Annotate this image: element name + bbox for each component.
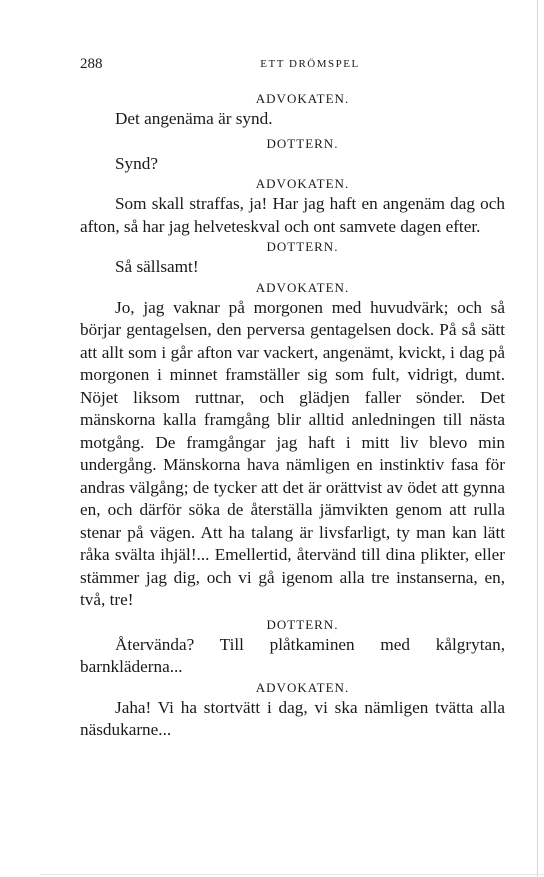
page-number: 288 <box>80 56 103 72</box>
speech-line: Jo, jag vaknar på morgonen med huvudvärk; och så börjar gentagelsen, den perversa gentagelsen dock. På så sätt att allt som i går afton var vackert, angenämt, kvickt, i dag på morgonen i minnet framställer sig som fult, vidrigt, dumt. Nöjet liksom ruttnar, och glädjen faller sönder. Det mänskorna kalla framgång blir alltid anledningen till nästa motgång. De framgångar jag haft i mitt liv blevo min undergång. Mänskorna hava nämligen en instinktiv fasa för andras välgång; de tycker att det är orättvist av ödet att gynna en, och därför söka de återställa jämvikten genom att rulla stenar på vägen. Att ha talang är livsfarligt, ty man kan lätt råka svälta ihjäl!... Emellertid, återvänd till dina plikter, eller stämmer jag dig, och vi gå igenom alla tre instanserna, en, två, tre! <box>80 297 505 609</box>
speech-line: Jaha! Vi ha stortvätt i dag, vi ska nämligen tvätta alla näsdukarne... <box>80 697 505 739</box>
speaker-name: ADVOKATEN. <box>255 679 350 695</box>
speaker-name: DOTTERN. <box>266 135 339 151</box>
speaker-name: ADVOKATEN. <box>255 176 350 191</box>
speech-line: Det angenäma är synd. <box>115 109 273 128</box>
speech-line: Som skall straffas, ja! Har jag haft en angenäm dag och afton, så har jag helveteskval och ont samvete dagen efter. <box>80 194 505 236</box>
speech-line: Synd? <box>115 153 158 173</box>
speaker-name: ADVOKATEN. <box>255 279 350 295</box>
speaker-name: DOTTERN. <box>266 239 339 254</box>
speech-line: Återvända? Till plåtkaminen med kålgrytan, barnkläderna... <box>80 634 505 676</box>
speech-line: Så sällsamt! <box>115 257 199 276</box>
page-header <box>80 56 500 76</box>
speaker-name: ADVOKATEN. <box>255 91 350 106</box>
page-edge-line <box>537 0 538 877</box>
page-bottom-edge <box>40 874 544 875</box>
dialogue-text <box>80 90 505 742</box>
speaker-name: DOTTERN. <box>266 616 339 632</box>
running-title: ETT DRÖMSPEL <box>260 58 360 70</box>
